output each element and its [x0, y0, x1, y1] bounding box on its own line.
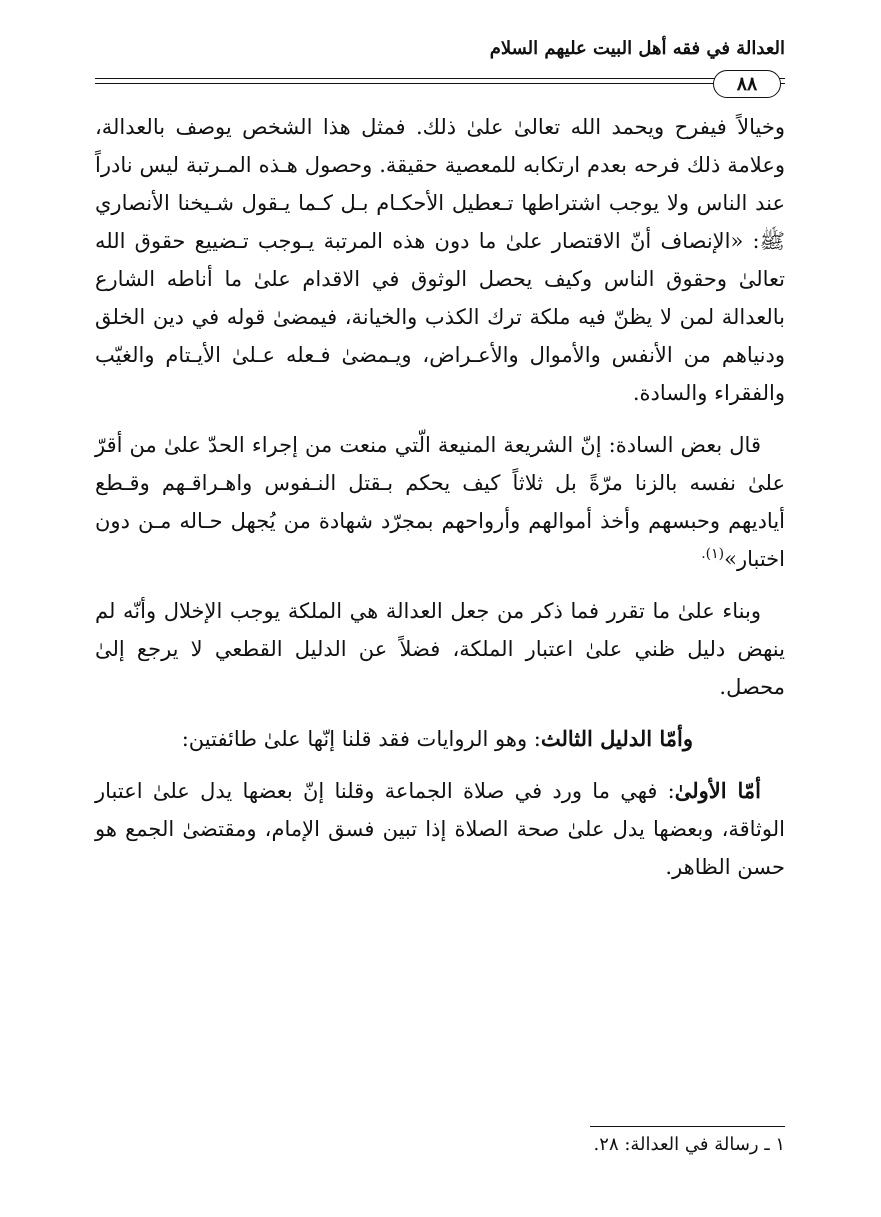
- paragraph-1: [95, 108, 785, 412]
- body-text: [95, 108, 785, 900]
- paragraph-text: وخيالاً فيفرح ويحمد الله تعالىٰ علىٰ ذلك. فمثل هذا الشخص يوصف بالعدالة، وعلامة ذلك فرحه بعدم ارتكابه للمعصية حقيقة. وحصول هـذه المـرتبة ليس نادراً عند الناس ولا يوجب اشتراطها تـعطيل الأحكـام بـل كـما يـقول شـيخنا الأنصاري ﷺ: «الإنصاف أنّ الاقتصار علىٰ ما دون هذه المرتبة يـوجب تـضييع حقوق الله تعالىٰ وحقوق الناس وكيف يحصل الوثوق في الاقدام علىٰ ما أناطه الشارع بالعدالة لمن لا يظنّ فيه ملكة ترك الكذب والخيانة، فيمضىٰ قوله في دين الخلق ودنياهم من الأنفس والأموال والأعـراض، ويـمضىٰ فـعله عـلىٰ الأيـتام والغيّب والفقراء والسادة.: [95, 115, 785, 405]
- page-header: [95, 30, 785, 102]
- running-title: العدالة في فقه أهل البيت عليهم السلام: [489, 38, 785, 59]
- paragraph-lead: أمّا الأولىٰ: [674, 778, 761, 803]
- paragraph-lead: وأمّا الدليل الثالث: [540, 726, 693, 751]
- header-rule-bottom: [95, 83, 785, 84]
- paragraph-text: وبناء علىٰ ما تقرر فما ذكر من جعل العدالة هي الملكة يوجب الإخلال وأنّه لم ينهض دليل ظني علىٰ اعتبار الملكة، فضلاً عن الدليل القطعي لا يرجع إلىٰ محصل.: [95, 599, 785, 699]
- page-number: ٨٨: [713, 70, 781, 98]
- paragraph-text: : فهي ما ورد في صلاة الجماعة وقلنا إنّ بعضها يدل علىٰ اعتبار الوثاقة، وبعضها يدل علىٰ صحة الصلاة إذا تبين فسق الإمام، ومقتضىٰ الجمع هو حسن الظاهر.: [95, 779, 785, 879]
- footnote-divider: [590, 1126, 785, 1127]
- paragraph-2: [95, 426, 785, 578]
- footnote-ref: (١).: [701, 546, 725, 562]
- footnote-1: ١ ـ رسالة في العدالة: ٢٨.: [593, 1134, 785, 1155]
- paragraph-text: : وهو الروايات فقد قلنا إنّها علىٰ طائفتين:: [181, 727, 541, 751]
- header-rule-top: [95, 78, 785, 79]
- paragraph-5: [95, 772, 785, 886]
- paragraph-3: [95, 592, 785, 706]
- paragraph-text: قال بعض السادة: إنّ الشريعة المنيعة الّتي منعت من إجراء الحدّ علىٰ من أقرّ علىٰ نفسه بالزنا مرّةً بل ثلاثاً كيف يحكم بـقتل النـفوس واهـراقـهم وقـطع أياديهم وحبسهم وأخذ أموالهم وأرواحهم بمجرّد شهادة من يُجهل حـاله مـن دون اختبار»: [95, 433, 786, 571]
- paragraph-4: [95, 720, 785, 758]
